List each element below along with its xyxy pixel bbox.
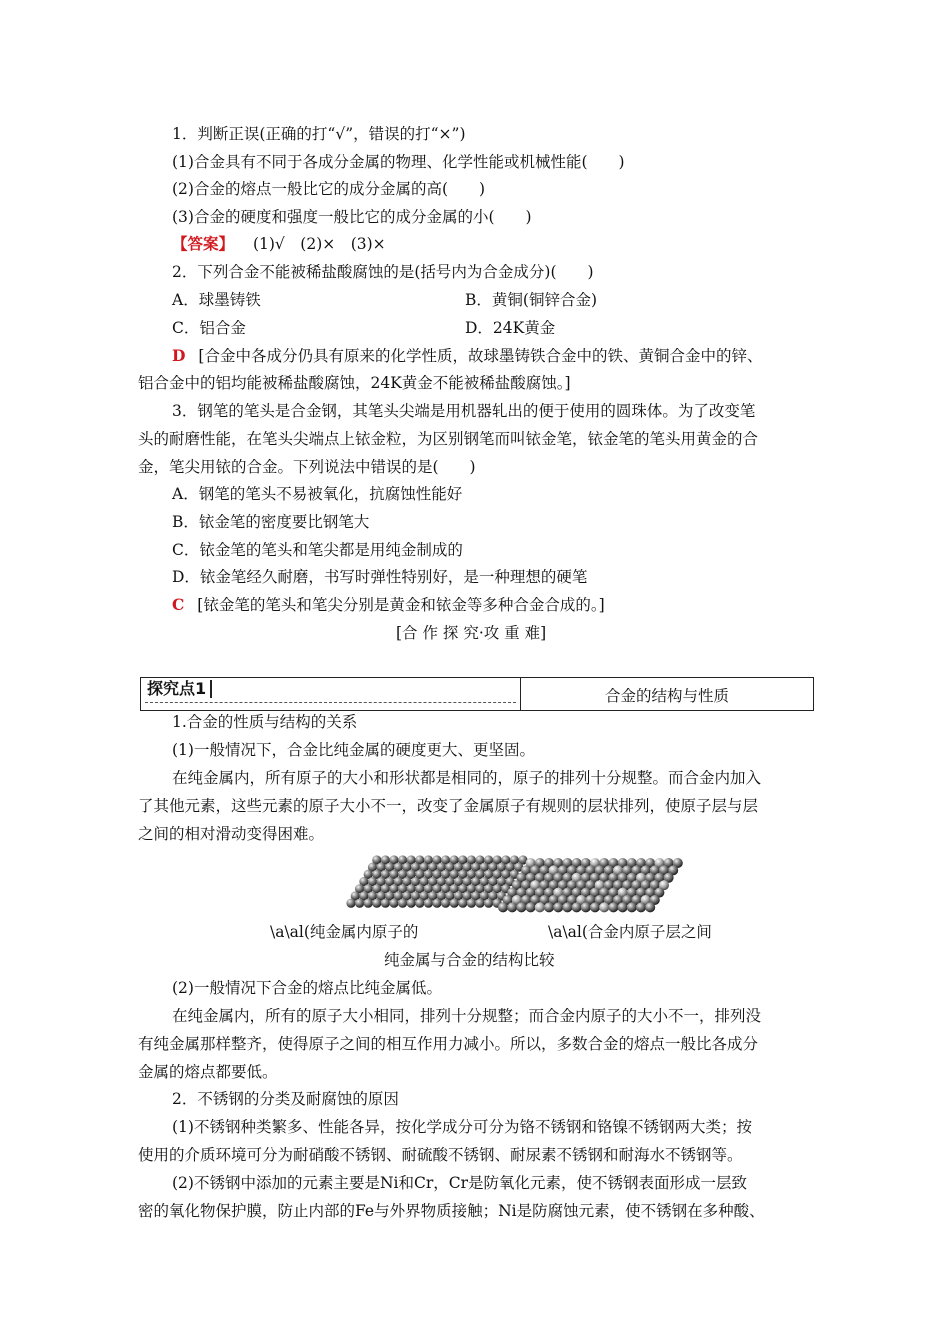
para-2-line-3: 之间的相对滑动变得困难。 [138,825,325,843]
q3-option-a: A．钢笔的笔头不易被氧化，抗腐蚀性能好 [172,485,463,503]
atom-sphere [346,899,355,908]
atom-sphere [507,902,517,912]
dashed-divider [145,702,516,703]
atom-sphere [475,899,484,908]
q1-item-2: (2)合金的熔点一般比它的成分金属的高( ) [172,180,486,198]
atom-sphere [381,899,390,908]
q3-stem-1: 3．钢笔的笔头是合金钢，其笔头尖端是用机器轧出的便于使用的圆珠体。为了改变笔 [172,402,756,420]
para-4-line-1: 在纯金属内，所有的原子大小相同，排列十分规整；而合金内原子的大小不一，排列没 [172,1007,762,1025]
atom-sphere [441,899,450,908]
atom-sphere [432,899,441,908]
q3-explanation-line [172,595,605,615]
atom-sphere [535,902,545,912]
q1-answer-line [172,234,386,254]
atom-sphere [599,902,609,912]
q3-option-b: B．铱金笔的密度要比钢笔大 [172,513,370,531]
atom-sphere [627,902,637,912]
q2-answer-letter: D [172,346,186,365]
figure-caption-left: \a\al(纯金属内原子的 [270,923,419,941]
section-tag: 探究点1 [147,680,212,698]
atom-sphere [398,899,407,908]
q2-stem: 2．下列合金不能被稀盐酸腐蚀的是(括号内为合金成分)( ) [172,263,594,281]
atom-sphere [645,902,655,912]
q3-option-c: C．铱金笔的笔头和笔尖都是用纯金制成的 [172,541,463,559]
atom-sphere [618,902,628,912]
q2-explain-1: [合金中各成分仍具有原来的化学性质，故球墨铸铁合金中的铁、黄铜合金中的锌、 [198,347,763,365]
section-banner: [合 作 探 究·攻 重 难] [396,624,547,642]
para-1: (1)一般情况下，合金比纯金属的硬度更大、更坚固。 [172,741,535,759]
answer-tag: 【答案】 [172,234,235,253]
para-3: (2)一般情况下合金的熔点比纯金属低。 [172,979,442,997]
atom-sphere [415,899,424,908]
atom-sphere [581,902,591,912]
q2-option-b: B．黄铜(铜锌合金) [465,291,597,309]
atom-sphere [572,902,582,912]
para-6-line-2: 密的氧化物保护膜，防止内部的Fe与外界物质接触；Ni是防腐蚀元素，使不锈钢在多种酸、 [138,1202,765,1220]
atom-sphere [516,902,526,912]
atom-sphere [355,899,364,908]
atom-sphere [590,902,600,912]
q3-option-d: D．铱金笔经久耐磨，书写时弹性特别好，是一种理想的硬笔 [172,568,588,586]
atom-sphere [544,902,554,912]
atom-sphere [364,899,373,908]
atom-sphere [407,899,416,908]
q3-answer-letter: C [172,595,185,614]
q1-stem: 1．判断正误(正确的打“√”，错误的打“×”) [172,125,466,143]
atom-sphere [636,902,646,912]
q1-item-1: (1)合金具有不同于各成分金属的物理、化学性能或机械性能( ) [172,153,625,171]
atom-sphere [458,899,467,908]
q1-answer: (1)√ (2)× (3)× [252,235,386,253]
atom-sphere [484,899,493,908]
section-tag-cell [141,678,521,710]
para-5-line-1: (1)不锈钢种类繁多、性能各异，按化学成分可分为铬不锈钢和铬镍不锈钢两大类；按 [172,1118,752,1136]
atom-sphere [467,899,476,908]
atom-sphere [553,902,563,912]
figure-caption-right: \a\al(合金内原子层之间 [548,923,712,941]
para-2-line-2: 了其他元素，这些元素的原子大小不一，改变了金属原子有规则的层状排列，使原子层与层 [138,797,759,815]
q2-option-d: D．24K黄金 [465,319,556,337]
section-title: 合金的结构与性质 [604,687,729,705]
atom-sphere [608,902,618,912]
q2-explanation-line-1 [172,346,762,366]
atom-sphere [389,899,398,908]
atom-sphere [450,899,459,908]
para-5-line-2: 使用的介质环境可分为耐硝酸不锈钢、耐硫酸不锈钢、耐尿素不锈钢和耐海水不锈钢等。 [138,1146,743,1164]
heading-2: 2．不锈钢的分类及耐腐蚀的原因 [172,1090,399,1108]
atom-sphere [562,902,572,912]
q1-item-3: (3)合金的硬度和强度一般比它的成分金属的小( ) [172,208,532,226]
q2-explanation-line-2: 铝合金中的铝均能被稀盐酸腐蚀，24K黄金不能被稀盐酸腐蚀。] [138,374,571,392]
para-2-line-1: 在纯金属内，所有原子的大小和形状都是相同的，原子的排列十分规整。而合金内加入 [172,769,762,787]
atom-sphere [424,899,433,908]
q2-option-c: C．铝合金 [172,319,246,337]
para-4-line-3: 金属的熔点都要低。 [138,1063,278,1081]
para-6-line-1: (2)不锈钢中添加的元素主要是Ni和Cr，Cr是防氧化元素，使不锈钢表面形成一层致 [172,1174,748,1192]
alloy-atom-lattice-icon [497,857,727,917]
heading-1: 1.合金的性质与结构的关系 [172,713,358,731]
atom-sphere [526,902,536,912]
q3-stem-3: 金，笔尖用铱的合金。下列说法中错误的是( ) [138,458,476,476]
figure-title: 纯金属与合金的结构比较 [384,951,555,969]
q3-explain: [铱金笔的笔头和笔尖分别是黄金和铱金等多种合金合成的。] [197,596,605,614]
section-header-box [140,677,814,711]
q2-option-a: A．球墨铸铁 [172,291,261,309]
q3-stem-2: 头的耐磨性能，在笔头尖端点上铱金粒，为区别钢笔而叫铱金笔，铱金笔的笔头用黄金的合 [138,430,759,448]
para-4-line-2: 有纯金属那样整齐，使得原子之间的相互作用力减小。所以，多数合金的熔点一般比各成分 [138,1035,759,1053]
atom-sphere [498,902,508,912]
atom-sphere [372,899,381,908]
